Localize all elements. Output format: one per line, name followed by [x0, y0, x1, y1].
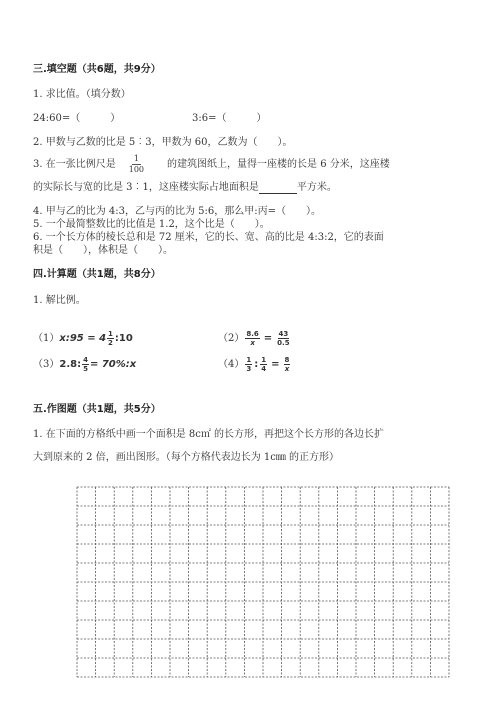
proportion-4-fraction-3 — [284, 356, 291, 373]
equals-sign: = — [271, 358, 280, 370]
question-3-4: 4. 甲与乙的比为 4:3，乙与丙的比为 5:6，那么甲:丙=（ ）。 — [33, 206, 322, 217]
question-4-1: 1. 解比例。 — [33, 295, 86, 306]
fraction-numerator: 43 — [278, 329, 289, 338]
question-3-6-line1: 6. 一个长方体的棱长总和是 72 厘米，它的长、宽、高的比是 4:3:2，它的表面 — [33, 232, 384, 243]
fraction-denominator: 0.5 — [277, 338, 290, 347]
section-3-title: 三.填空题（共6题，共9分） — [33, 64, 161, 75]
fraction-denominator: 4 — [261, 364, 267, 373]
answer-blank[interactable] — [259, 183, 297, 194]
section-4-title: 四.计算题（共1题，共8分） — [33, 269, 161, 280]
proportion-3-left: 2.8: — [59, 358, 82, 370]
question-3-1: 1. 求比值。（填分数） — [33, 89, 131, 100]
proportion-2-fraction-1 — [245, 330, 259, 347]
fraction-denominator: 2 — [108, 338, 113, 347]
equals-sign: = — [263, 332, 273, 344]
proportion-3 — [33, 354, 136, 374]
scale-denominator: 100 — [128, 164, 145, 174]
proportion-4-fraction-2 — [260, 356, 267, 373]
scale-fraction — [128, 154, 145, 175]
question-3-3-line2-pre: 的实际长与宽的比是 3︰1，这座楼实际占地面积是 — [33, 182, 259, 193]
proportion-3-label: （3） — [33, 358, 60, 370]
proportion-2-fraction-2 — [276, 330, 290, 347]
drawing-grid[interactable] — [76, 486, 450, 678]
section-5-title: 五.作图题（共1题，共5分） — [33, 404, 161, 415]
fraction-denominator: x — [250, 338, 255, 347]
fraction-numerator: 8 — [284, 355, 290, 364]
proportion-1 — [33, 328, 133, 348]
proportion-2 — [218, 326, 292, 350]
ratio-sign: : — [254, 358, 259, 370]
question-3-3-pre: 3. 在一张比例尺是 — [33, 158, 116, 170]
question-5-1-line2: 大到原来的 2 倍，画出图形。（每个方格代表边长为 1c㎜ 的正方形） — [33, 452, 340, 463]
question-3-3-line2-post: 平方米。 — [296, 182, 337, 193]
proportion-2-label: （2） — [218, 332, 245, 344]
fraction-numerator: 1 — [246, 355, 252, 364]
question-3-6-line2: 积是（ ），体积是（ ）。 — [33, 245, 173, 256]
fraction-numerator: 1 — [261, 355, 267, 364]
proportion-4-label: （4） — [218, 358, 245, 370]
proportion-1-label: （1） — [33, 332, 60, 344]
question-3-1-b: 3:6=（ ） — [192, 113, 267, 124]
grid-paper[interactable] — [76, 486, 450, 678]
fraction-numerator: 4 — [83, 355, 88, 364]
question-3-3-post: 的建筑图纸上，量得一座楼的长是 6 分米，这座楼 — [167, 158, 390, 170]
question-3-3-line1 — [33, 154, 390, 174]
question-3-1-a: 24:60=（ ） — [33, 113, 121, 124]
fraction-numerator: 1 — [108, 329, 113, 338]
question-3-5: 5. 一个最简整数比的比值是 1.2，这个比是（ ）。 — [33, 219, 270, 230]
question-5-1-line1: 1. 在下面的方格纸中画一个面积是 8c㎡ 的长方形，再把这个长方形的各边长扩 — [33, 429, 385, 440]
fraction-denominator: x — [284, 364, 290, 373]
scale-numerator: 1 — [133, 153, 139, 163]
proportion-3-fraction — [82, 356, 89, 373]
proportion-1-mixed-fraction — [107, 330, 114, 347]
fraction-numerator: 8.6 — [246, 329, 259, 338]
proportion-3-right: = 70%:x — [89, 358, 137, 370]
fraction-denominator: 3 — [246, 364, 252, 373]
proportion-4 — [218, 352, 291, 376]
question-3-2: 2. 甲数与乙数的比是 5︰3，甲数为 60，乙数为（ ）。 — [33, 137, 293, 148]
proportion-1-right: :10 — [114, 332, 133, 344]
fraction-denominator: 5 — [83, 364, 88, 373]
proportion-1-left: x:95 = 4 — [59, 332, 107, 344]
question-3-3-line2 — [33, 181, 337, 194]
proportion-4-fraction-1 — [245, 356, 252, 373]
